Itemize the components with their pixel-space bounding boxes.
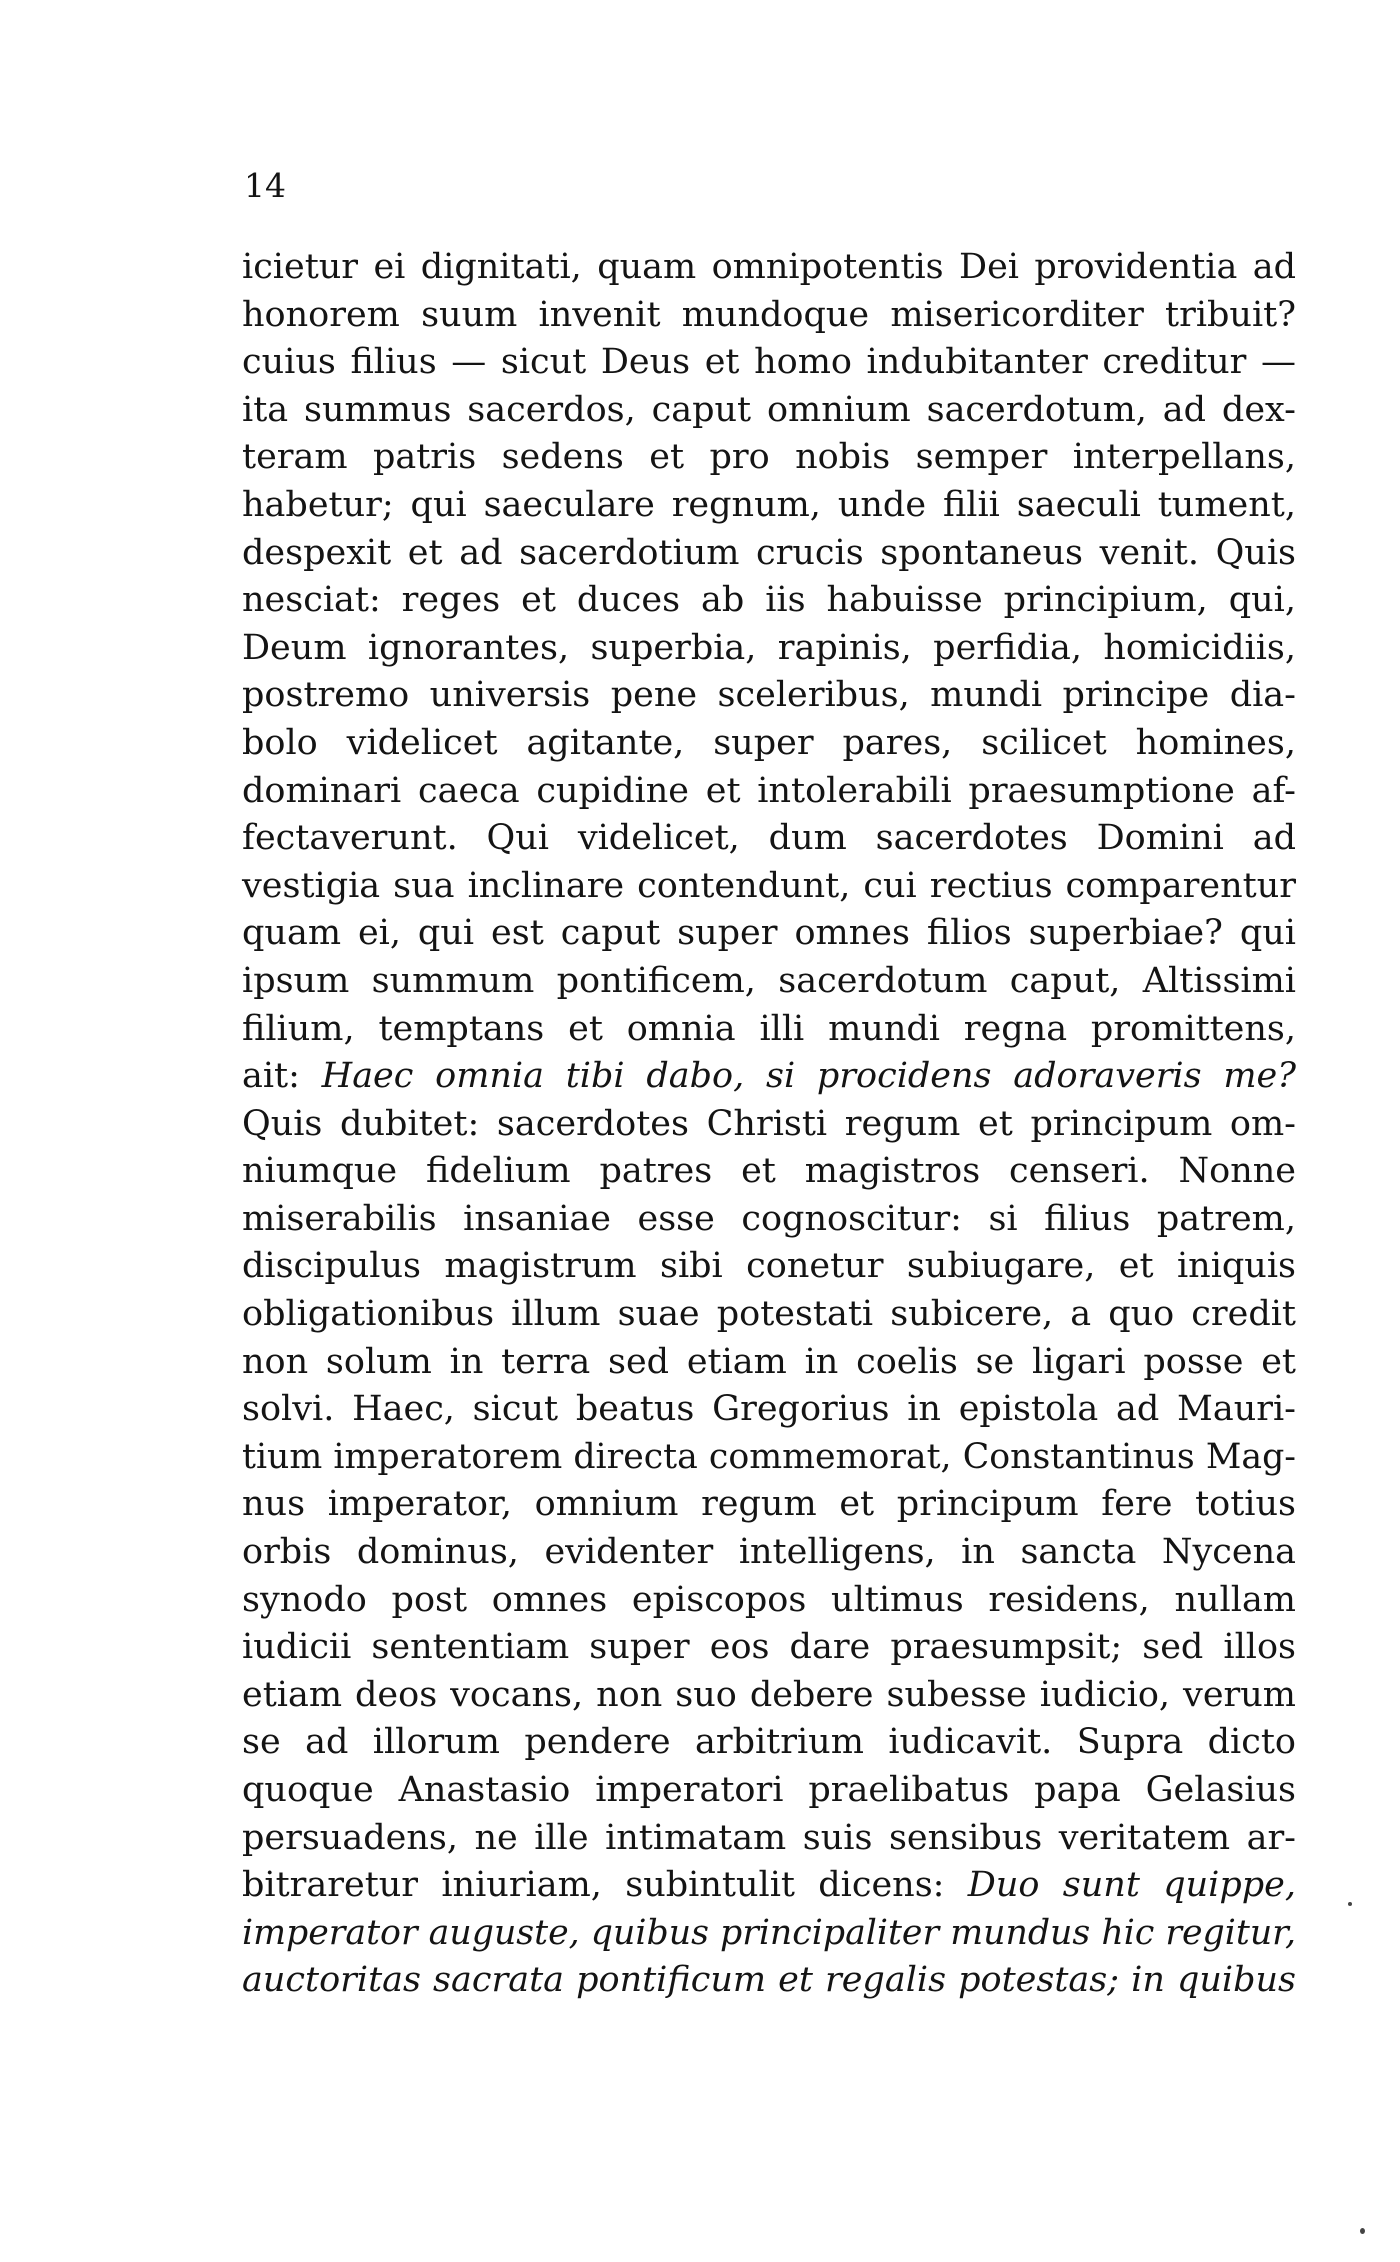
text-line [242,1006,1296,1054]
text-segment: etiam deos vocans, non suo debere subesse iudicio, verum [242,1674,1296,1715]
text-segment: dominari caeca cupidine et intolerabili praesumptione af- [242,770,1296,811]
text-line [242,1386,1296,1434]
text-segment: miserabilis insaniae esse cognoscitur: si filius patrem, [242,1198,1296,1239]
text-segment: synodo post omnes episcopos ultimus residens, nullam [242,1579,1296,1620]
text-segment: nesciat: reges et duces ab iis habuisse principium, qui, [242,580,1296,621]
text-line [242,530,1296,578]
text-line [242,1672,1296,1720]
text-line [242,1148,1296,1196]
text-line [242,1196,1296,1244]
text-line [242,1624,1296,1672]
text-segment: postremo universis pene sceleribus, mundi principe dia- [242,675,1296,716]
text-line [242,910,1296,958]
text-line [242,1434,1296,1482]
text-segment: ita summus sacerdos, caput omnium sacerdotum, ad dex- [242,389,1296,430]
text-segment: Deum ignorantes, superbia, rapinis, perfidia, homicidiis, [242,627,1296,668]
text-segment: se ad illorum pendere arbitrium iudicavit. Supra dicto [242,1722,1296,1763]
text-segment: vestigia sua inclinare contendunt, cui rectius comparentur [242,865,1296,906]
text-segment: persuadens, ne ille intimatam suis sensibus veritatem ar- [242,1817,1296,1858]
text-segment: niumque fidelium patres et magistros censeri. Nonne [242,1151,1296,1192]
text-segment: cuius filius — sicut Deus et homo indubitanter creditur — [242,342,1296,383]
text-line [242,387,1296,435]
text-segment: habetur; qui saeculare regnum, unde filii saeculi tument, [242,484,1296,525]
text-line [242,339,1296,387]
text-line [242,1291,1296,1339]
text-segment: filium, temptans et omnia illi mundi regna promittens, [242,1008,1296,1049]
text-segment: discipulus magistrum sibi conetur subiugare, et iniquis [242,1246,1296,1287]
text-line [242,1053,1296,1101]
text-segment: icietur ei dignitati, quam omnipotentis Dei providentia ad [242,247,1296,287]
text-line [242,1339,1296,1387]
text-segment: Quis dubitet: sacerdotes Christi regum et principum om- [242,1103,1296,1144]
text-line [242,625,1296,673]
text-line [242,1862,1296,1910]
text-segment: despexit et ad sacerdotium crucis spontaneus venit. Quis [242,532,1296,573]
text-segment: teram patris sedens et pro nobis semper interpellans, [242,437,1296,478]
italic-segment: imperator auguste, quibus principaliter mundus hic regitur, [242,1912,1296,1953]
text-segment: obligationibus illum suae potestati subicere, a quo credit [242,1294,1296,1335]
italic-segment: auctoritas sacrata pontificum et regalis potestas; in quibus [242,1960,1296,2001]
text-line [242,1577,1296,1625]
text-segment: bitraretur iniuriam, subintulit dicens: [242,1865,968,1906]
text-line [242,768,1296,816]
text-line [242,482,1296,530]
text-segment: tium imperatorem directa commemorat, Constantinus Mag- [242,1436,1296,1477]
text-line [242,720,1296,768]
page-number: 14 [244,166,286,205]
text-segment: honorem suum invenit mundoque misericorditer tribuit? [242,294,1296,335]
text-segment: quam ei, qui est caput super omnes filios superbiae? qui [242,913,1296,954]
text-line [242,434,1296,482]
text-segment: bolo videlicet agitante, super pares, scilicet homines, [242,722,1296,763]
text-segment: non solum in terra sed etiam in coelis se ligari posse et [242,1341,1296,1382]
text-segment: quoque Anastasio imperatori praelibatus papa Gelasius [242,1770,1296,1810]
text-line [242,577,1296,625]
scan-speck [1360,2228,1365,2234]
text-segment: solvi. Haec, sicut beatus Gregorius in epistola ad Mauri- [242,1389,1296,1430]
text-line [242,863,1296,911]
text-line [242,672,1296,720]
text-line [242,292,1296,340]
body-text [242,244,1296,2005]
text-line [242,1481,1296,1529]
text-line [242,244,1296,292]
text-line [242,1815,1296,1863]
text-line [242,1767,1296,1815]
text-segment: ait: [242,1056,322,1097]
text-segment: nus imperator, omnium regum et principum fere totius [242,1484,1296,1525]
text-segment: iudicii sententiam super eos dare praesumpsit; sed illos [242,1627,1296,1668]
text-segment: ipsum summum pontificem, sacerdotum caput, Altissimi [242,960,1296,1001]
text-line [242,1243,1296,1291]
italic-segment: Haec omnia tibi dabo, si procidens adoraveris me? [321,1056,1296,1097]
scan-speck [1348,1902,1352,1906]
text-segment: orbis dominus, evidenter intelligens, in sancta Nycena [242,1532,1296,1573]
text-line [242,815,1296,863]
text-line [242,1101,1296,1149]
text-line [242,958,1296,1006]
text-line [242,1910,1296,1958]
text-line [242,1957,1296,2005]
text-segment: fectaverunt. Qui videlicet, dum sacerdotes Domini ad [242,818,1296,859]
text-line [242,1719,1296,1767]
italic-segment: Duo sunt quippe, [967,1865,1297,1906]
text-line [242,1529,1296,1577]
